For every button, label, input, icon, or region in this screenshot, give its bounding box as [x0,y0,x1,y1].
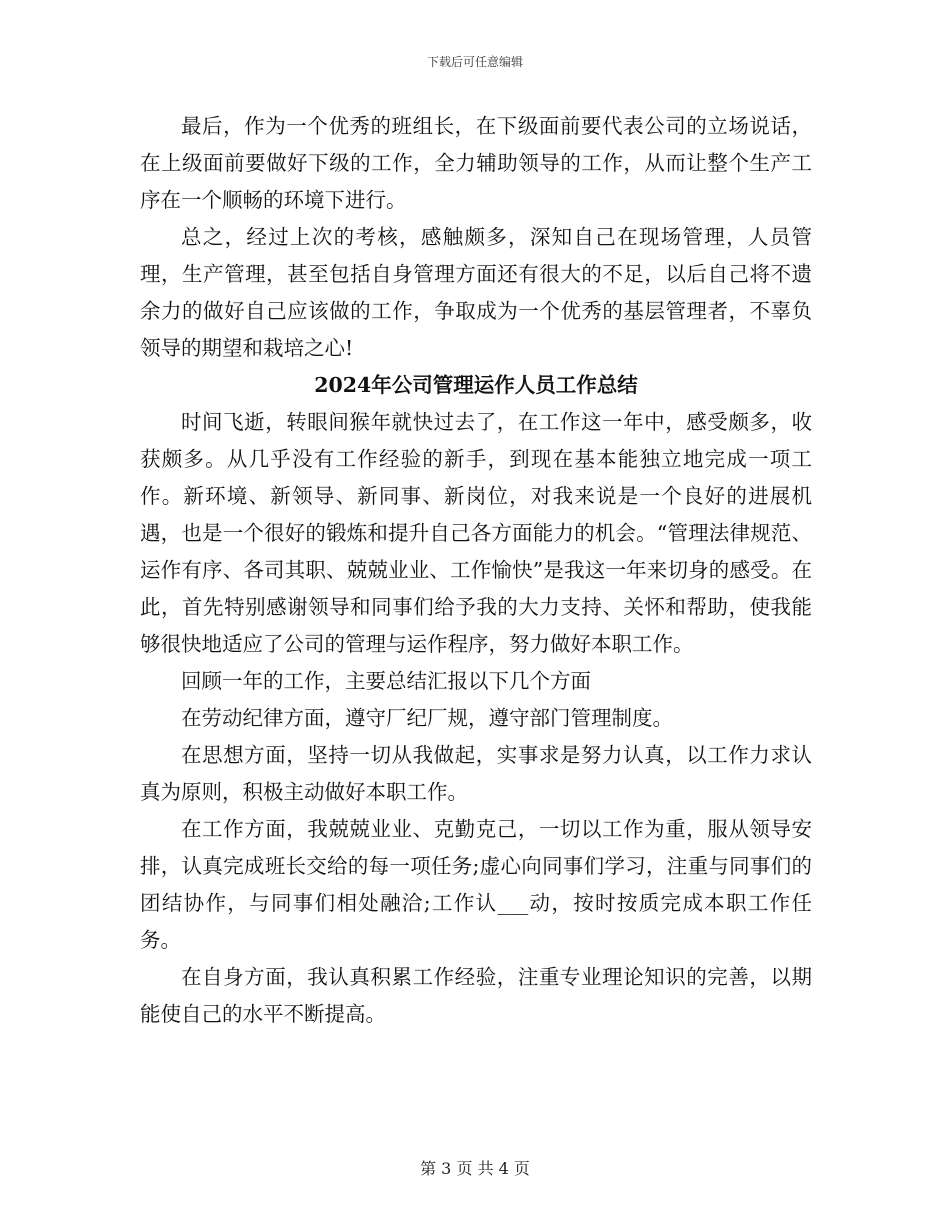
paragraph: 在工作方面，我兢兢业业、克勤克己，一切以工作为重，服从领导安排，认真完成班长交给的每一项任务;虚心向同事们学习，注重与同事们的团结协作，与同事们相处融洽;工作认___动，按时按质完成本职工作任务。 [140,817,812,952]
paragraph: 时间飞逝，转眼间猴年就快过去了，在工作这一年中，感受颇多，收获颇多。从几乎没有工作经验的新手，到现在基本能独立地完成一项工作。新环境、新领导、新同事、新岗位，对我来说是一个良好的进展机遇，也是一个很好的锻炼和提升自己各方面能力的机会。“管理法律规范、运作有序、各司其职、兢兢业业、工作愉快”是我这一年来切身的感受。在此，首先特别感谢领导和同事们给予我的大力支持、关怀和帮助，使我能够很快地适应了公司的管理与运作程序，努力做好本职工作。 [140,410,812,656]
page-header: 下载后可任意编辑 [426,55,523,69]
paragraph: 在劳动纪律方面，遵守厂纪厂规，遵守部门管理制度。 [181,706,673,730]
paragraph: 回顾一年的工作，主要总结汇报以下几个方面 [181,669,591,693]
paragraph: 总之，经过上次的考核，感触颇多，深知自己在现场管理，人员管理，生产管理，甚至包括自身管理方面还有很大的不足，以后自己将不遗余力的做好自己应该做的工作，争取成为一个优秀的基层管理者，不辜负领导的期望和栽培之心! [140,225,812,360]
paragraph: 最后，作为一个优秀的班组长，在下级面前要代表公司的立场说话，在上级面前要做好下级的工作，全力辅助领导的工作，从而让整个生产工序在一个顺畅的环境下进行。 [140,114,812,212]
section-title: 2024年公司管理运作人员工作总结 [314,373,638,397]
paragraph: 在自身方面，我认真积累工作经验，注重专业理论知识的完善，以期能使自己的水平不断提高。 [140,965,812,1026]
document-body [140,108,812,1033]
page-footer: 第 3 页 共 4 页 [420,1159,530,1178]
paragraph: 在思想方面，坚持一切从我做起，实事求是努力认真，以工作力求认真为原则，积极主动做好本职工作。 [140,743,812,804]
